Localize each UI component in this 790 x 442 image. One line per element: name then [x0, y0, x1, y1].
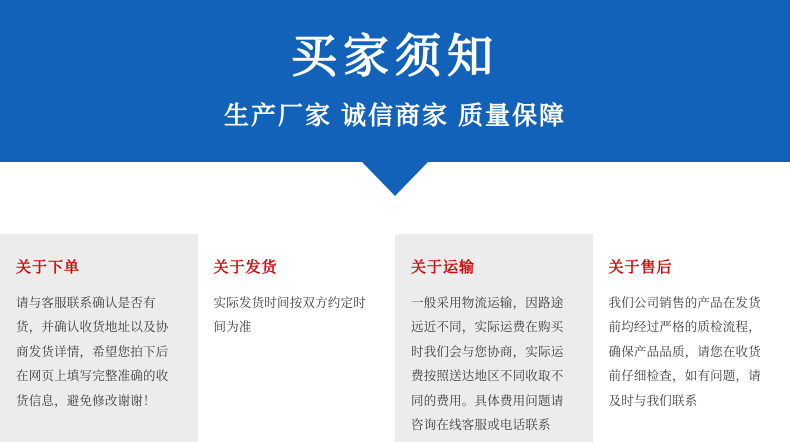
- notice-card-shipping: [198, 234, 396, 442]
- arrow-wrap: [0, 162, 790, 196]
- notice-card-title: 关于售后: [608, 259, 673, 276]
- notice-card-body: 一般采用物流运输，因路途远近不同，实际运费在购买时我们会与您协商，实际运费按照送达地区不同收取不同的费用。具体费用问题请咨询在线客服或电话联系: [411, 296, 564, 432]
- notice-card-order: [0, 234, 198, 442]
- notice-card-body: 我们公司销售的产品在发货前均经过严格的质检流程，确保产品品质，请您在收货前仔细检查，如有问题，请及时与我们联系: [608, 296, 761, 408]
- banner-subtitle: 生产厂家 诚信商家 质量保障: [224, 102, 566, 131]
- banner: [0, 0, 790, 162]
- banner-title: 买家须知: [291, 29, 499, 82]
- notice-card-aftersales: [593, 234, 790, 442]
- triangle-down-icon: [362, 162, 428, 196]
- notice-card-transport: [395, 234, 593, 442]
- notice-card-title: 关于下单: [16, 259, 81, 276]
- notice-card-title: 关于运输: [411, 259, 476, 276]
- notice-card-title: 关于发货: [213, 259, 278, 276]
- notice-card-body: 请与客服联系确认是否有货，并确认收货地址以及协商发货详情，希望您拍下后在网页上填写完整准确的收货信息，避免修改谢谢！: [16, 296, 169, 408]
- notice-cards: [0, 234, 790, 442]
- notice-card-body: 实际发货时间按双方约定时间为准: [213, 296, 366, 335]
